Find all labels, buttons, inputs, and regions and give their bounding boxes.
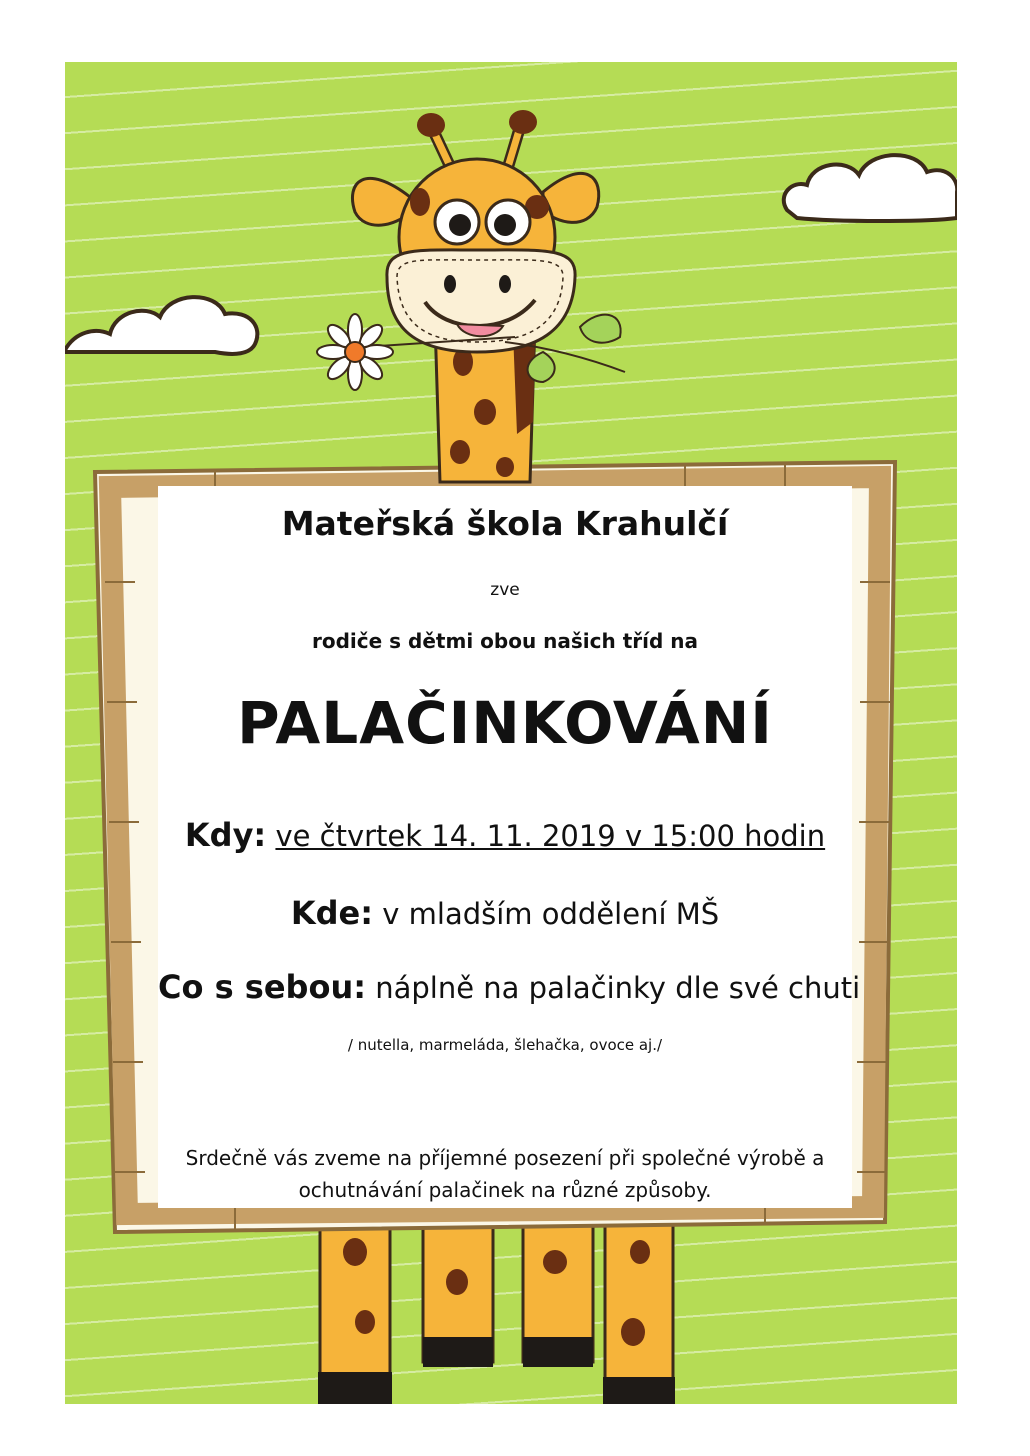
bring-row bbox=[158, 968, 861, 1006]
invite-audience: rodiče s dětmi obou našich tříd na bbox=[312, 629, 698, 653]
when-row bbox=[158, 816, 852, 854]
school-name: Mateřská škola Krahulčí bbox=[281, 504, 729, 543]
event-title: PALAČINKOVÁNÍ bbox=[237, 689, 773, 757]
giraffe-head bbox=[352, 110, 598, 352]
where-value: v mladším oddělení MŠ bbox=[382, 897, 720, 931]
when-value: ve čtvrtek 14. 11. 2019 v 15:00 hodin bbox=[275, 819, 826, 853]
bring-value: náplně na palačinky dle své chuti bbox=[375, 971, 861, 1005]
bring-label: Co s sebou: bbox=[158, 968, 367, 1006]
filling-examples: / nutella, marmeláda, šlehačka, ovoce aj./ bbox=[347, 1036, 663, 1054]
where-label: Kde: bbox=[290, 894, 374, 932]
invitation-notice bbox=[158, 486, 861, 1208]
invite-verb: zve bbox=[490, 580, 520, 600]
closing-text: Srdečně vás zveme na příjemné posezení při společné výrobě a ochutnávání palačinek na různé způsoby. bbox=[185, 1146, 825, 1202]
where-row bbox=[158, 894, 852, 932]
when-label: Kdy: bbox=[184, 816, 267, 854]
